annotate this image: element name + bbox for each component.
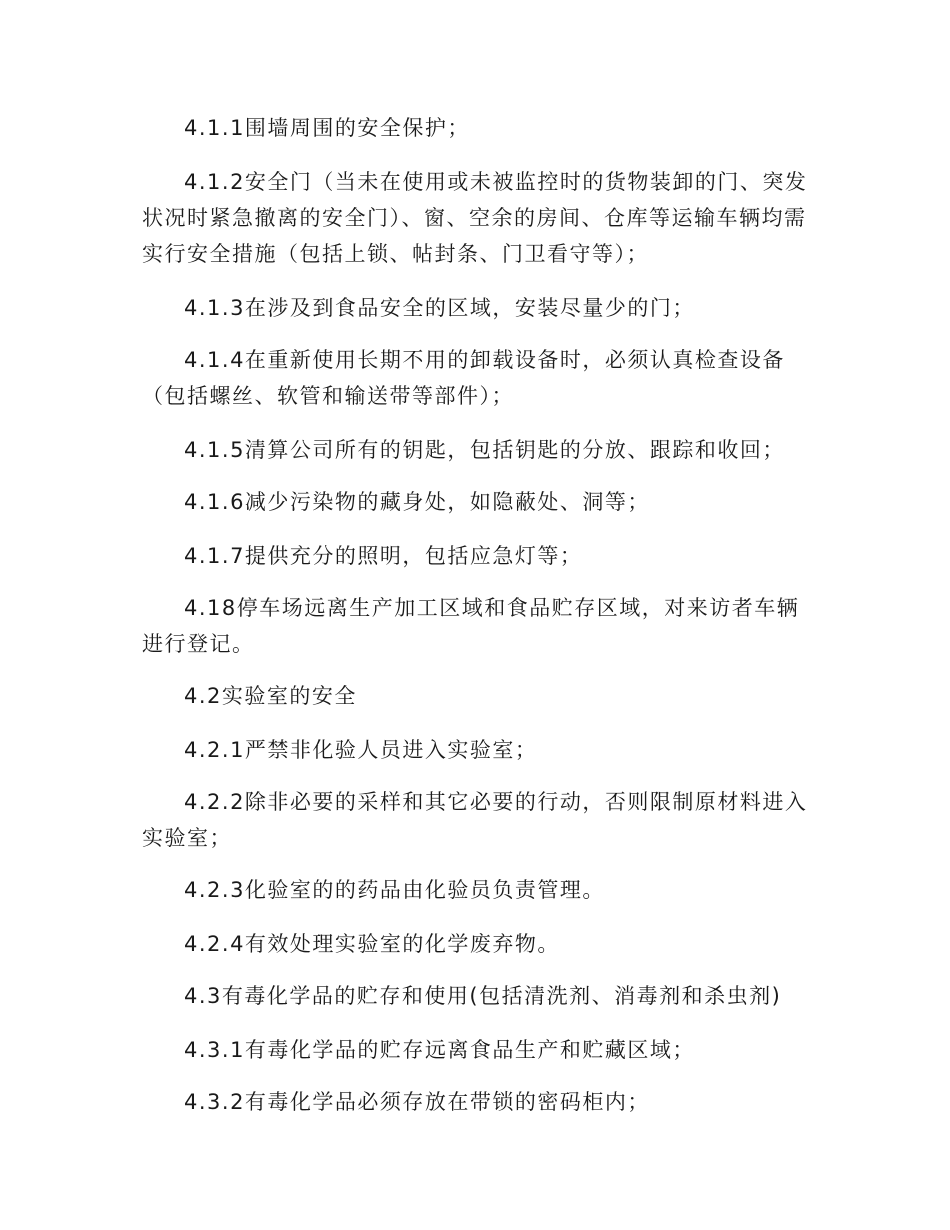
paragraph-4-1-5: 4.1.5清算公司所有的钥匙，包括钥匙的分放、跟踪和收回； bbox=[184, 438, 785, 462]
paragraph-4-2-4: 4.2.4有效处理实验室的化学废弃物。 bbox=[184, 932, 560, 956]
paragraph-4-3-2: 4.3.2有毒化学品必须存放在带锁的密码柜内； bbox=[184, 1090, 650, 1114]
heading-4-3: 4.3有毒化学品的贮存和使用(包括清洗剂、消毒剂和杀虫剂) bbox=[184, 984, 782, 1008]
paragraph-4-1-8: 4.18停车场远离生产加工区域和食品贮存区域，对来访者车辆进行登记。 bbox=[142, 596, 800, 656]
paragraph-4-1-7: 4.1.7提供充分的照明，包括应急灯等； bbox=[184, 544, 583, 568]
paragraph-4-1-2: 4.1.2安全门（当未在使用或未被监控时的货物装卸的门、突发状况时紧急撤离的安全门）、窗、空余的房间、仓库等运输车辆均需实行安全措施（包括上锁、帖封条、门卫看守等）； bbox=[142, 170, 808, 266]
heading-4-2: 4.2实验室的安全 bbox=[184, 684, 357, 708]
paragraph-4-3-1: 4.3.1有毒化学品的贮存远离食品生产和贮藏区域； bbox=[184, 1038, 695, 1062]
paragraph-4-2-3: 4.2.3化验室的的药品由化验员负责管理。 bbox=[184, 878, 605, 902]
paragraph-4-1-3: 4.1.3在涉及到食品安全的区域，安装尽量少的门； bbox=[184, 296, 695, 320]
paragraph-4-1-6: 4.1.6减少污染物的藏身处，如隐蔽处、洞等； bbox=[184, 490, 650, 514]
paragraph-4-2-2: 4.2.2除非必要的采样和其它必要的行动，否则限制原材料进入实验室； bbox=[142, 790, 808, 850]
paragraph-4-1-4: 4.1.4在重新使用长期不用的卸载设备时，必须认真检查设备（包括螺丝、软管和输送带等部件）； bbox=[142, 348, 785, 408]
paragraph-4-1-1: 4.1.1围墙周围的安全保护； bbox=[184, 116, 470, 140]
paragraph-4-2-1: 4.2.1严禁非化验人员进入实验室； bbox=[184, 738, 538, 762]
